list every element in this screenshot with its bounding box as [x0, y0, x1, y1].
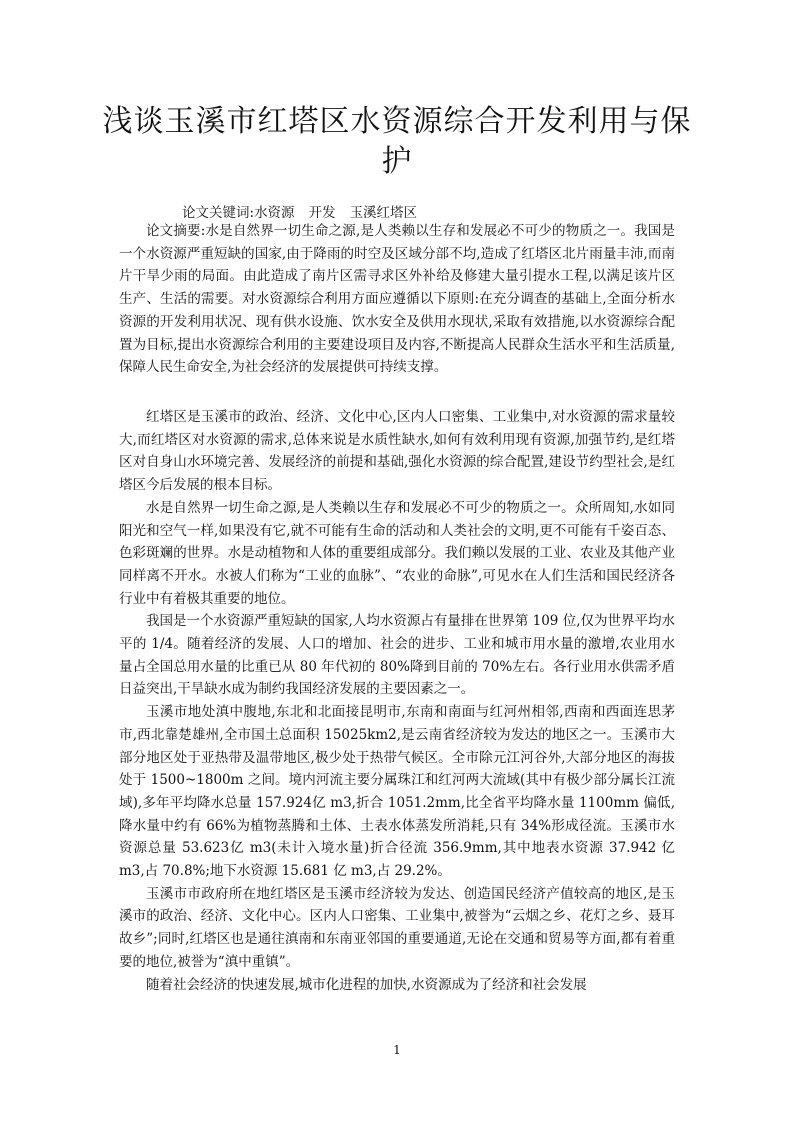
body-paragraph: 玉溪市市政府所在地红塔区是玉溪市经济较为发达、创造国民经济产值较高的地区,是玉溪市的政治、经济、文化中心。区内人口密集、工业集中,被誉为“云烟之乡、花灯之乡、聂耳故乡”;同时,红塔区也是通往滇南和东南亚邻国的重要通道,无论在交通和贸易等方面,都有着重要的地位,被誉为“滇中重镇”。 — [119, 885, 675, 970]
keyword: 玉溪红塔区 — [349, 205, 418, 221]
body-paragraph: 红塔区是玉溪市的政治、经济、文化中心,区内人口密集、工业集中,对水资源的需求量较大,而红塔区对水资源的需求,总体来说是水质性缺水,如何有效利用现有资源,加强节约,是红塔区对自身山水环境完善、发展经济的前提和基础,强化水资源的综合配置,建设节约型社会,是红塔区今后发展的根本目标。 — [119, 409, 675, 494]
body-text — [119, 406, 675, 996]
abstract — [119, 220, 675, 379]
abstract-paragraph: 论文摘要:水是自然界一切生命之源,是人类赖以生存和发展必不可少的物质之一。我国是一个水资源严重短缺的国家,由于降雨的时空及区域分部不均,造成了红塔区北片雨量丰沛,而南片干旱少雨的局面。由此造成了南片区需寻求区外补给及修建大量引提水工程,以满足该片区生产、生活的需要。对水资源综合利用方面应遵循以下原则:在充分调查的基础上,全面分析水资源的开发利用状况、现有供水设施、饮水安全及供用水现状,采取有效措施,以水资源综合配置为目标,提出水资源综合利用的主要建设项目及内容,不断提高人民群众生活水平和生活质量,保障人民生命安全,为社会经济的发展提供可持续支撑。 — [119, 223, 675, 376]
page-number: 1 — [393, 1043, 401, 1057]
keyword: 开发 — [308, 205, 336, 221]
body-paragraph: 玉溪市地处滇中腹地,东北和北面接昆明市,东南和南面与红河州相邻,西南和西面连思茅市,西北靠楚雄州,全市国土总面积 15025km2,是云南省经济较为发达的地区之一。玉溪市大部分地区处于亚热带及温带地区,极少处于热带气候区。全市除元江河谷外,大部分地区的海拔处于 1500~1800m 之间。境内河流主要分属珠江和红河两大流域(其中有极少部分属长江流域),多年平均降水总量 157.924亿 m3,折合 1051.2mm,比全省平均降水量 1100mm 偏低,降水量中约有 66%为植物蒸腾和土体、土表水体蒸发所消耗,只有 34%形成径流。玉溪市水资源总量 53.623亿 m3(未计入境水量)折合径流 356.9mm,其中地表水资源 37.942 亿 m3,占 70.8%;地下水资源 15.681 亿 m3,占 29.2%。 — [119, 704, 675, 880]
keywords-label: 论文关键词: — [182, 205, 255, 221]
body-paragraph: 我国是一个水资源严重短缺的国家,人均水资源占有量排在世界第 109 位,仅为世界平均水平的 1/4。随着经济的发展、人口的增加、社会的进步、工业和城市用水量的激增,农业用水量占全国总用水量的比重已从 80 年代初的 80%降到目前的 70%左右。各行业用水供需矛盾日益突出,干旱缺水成为制约我国经济发展的主要因素之一。 — [119, 613, 675, 698]
body-paragraph: 随着社会经济的快速发展,城市化进程的加快,水资源成为了经济和社会发展 — [146, 976, 587, 993]
document-title: 浅谈玉溪市红塔区水资源综合开发利用与保护 — [102, 104, 692, 179]
body-paragraph: 水是自然界一切生命之源,是人类赖以生存和发展必不可少的物质之一。众所周知,水如同阳光和空气一样,如果没有它,就不可能有生命的活动和人类社会的文明,更不可能有千姿百态、色彩斑斓的世界。水是动植物和人体的重要组成部分。我们赖以发展的工业、农业及其他产业同样离不开水。水被人们称为“工业的血脉”、“农业的命脉”,可见水在人们生活和国民经济各行业中有着极其重要的地位。 — [119, 499, 675, 607]
keyword: 水资源 — [254, 205, 295, 221]
